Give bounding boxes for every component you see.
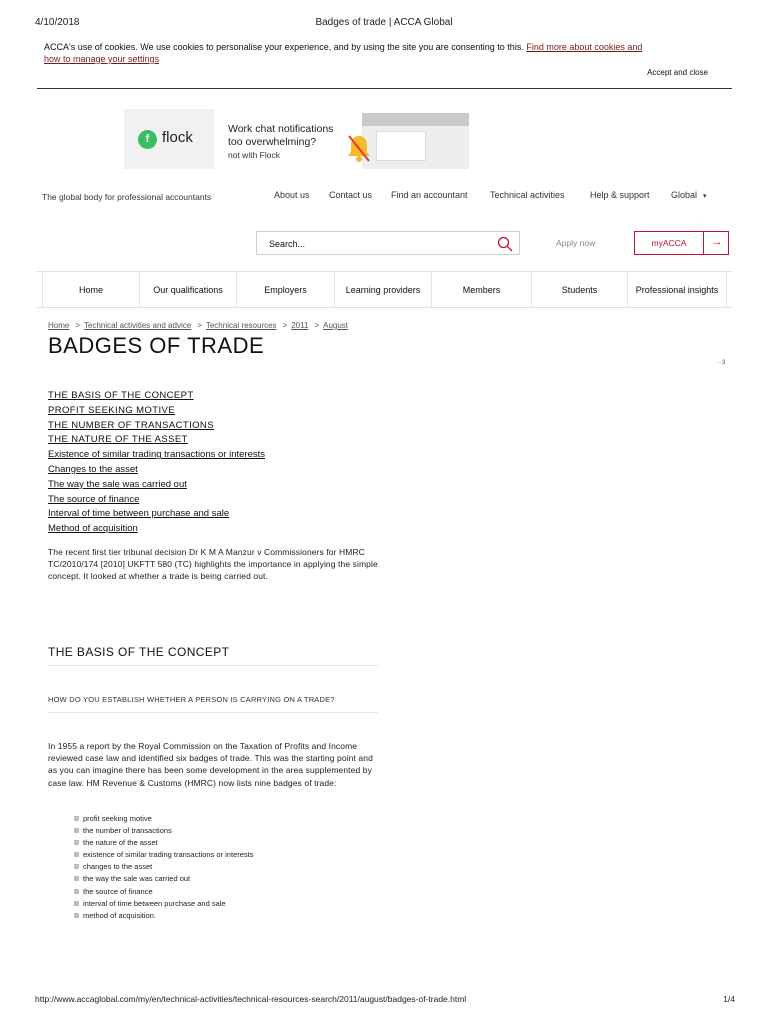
breadcrumb-year[interactable]: 2011 [291, 321, 309, 330]
badge-text: changes to the asset [83, 862, 153, 872]
print-date: 4/10/2018 [35, 17, 80, 28]
list-item [74, 825, 254, 837]
list-item [74, 898, 254, 910]
list-item [74, 849, 254, 861]
list-item [74, 886, 254, 898]
myacca-label[interactable]: myACCA [635, 232, 704, 254]
section-question: HOW DO YOU ESTABLISH WHETHER A PERSON IS CARRYING ON A TRADE? [48, 695, 335, 704]
breadcrumb-technical-resources[interactable]: Technical resources [205, 321, 277, 330]
badge-text: the nature of the asset [83, 838, 158, 848]
toc-link[interactable]: THE NATURE OF THE ASSET [48, 434, 188, 446]
question-divider [48, 712, 378, 713]
top-link-help[interactable]: Help & support [590, 190, 650, 200]
badge-text: interval of time between purchase and sale [83, 898, 226, 908]
bullet-square-icon [74, 889, 79, 894]
toc-link[interactable]: Changes to the asset [48, 463, 138, 475]
accept-cookies-button[interactable]: Accept and close [647, 68, 708, 77]
toc-link[interactable]: Existence of similar trading transactions or interests [48, 449, 266, 461]
intro-paragraph: The recent first tier tribunal decision Dr K M A Manzur v Commissioners for HMRC TC/2010/174 [2010] UKFTT 580 (TC) highlights the importance in applying the simple concept. It looked at whether a trade is being carried out. [48, 547, 378, 582]
ad-logo-panel [124, 109, 214, 169]
top-link-technical[interactable]: Technical activities [490, 190, 565, 200]
toc-link[interactable]: Interval of time between purchase and sale [48, 508, 230, 520]
toc-link[interactable]: THE NUMBER OF TRANSACTIONS [48, 419, 214, 431]
flock-logo-icon: f [138, 130, 157, 149]
section-body: In 1955 a report by the Royal Commission on the Taxation of Profits and Income reviewed case law and identified six badges of trade. This was the starting point and as you can imagine there has been some development in the area supplemented by case law. HM Revenue & Customs (HMRC) now lists nine badges of trade: [48, 741, 373, 788]
cookie-settings-link[interactable]: Find more about cookies and how to manage your settings [44, 42, 643, 64]
ad-subline: not with Flock [228, 150, 280, 160]
top-link-about[interactable]: About us [274, 190, 310, 200]
site-tagline: The global body for professional accountants [42, 192, 212, 202]
bullet-square-icon [74, 876, 79, 881]
mockup-card [376, 131, 426, 161]
nav-learning-providers[interactable]: Learning providers [334, 272, 431, 308]
section-heading: THE BASIS OF THE CONCEPT [48, 645, 230, 659]
nav-professional-insights[interactable]: Professional insights [627, 272, 727, 308]
bullet-square-icon [74, 864, 79, 869]
cookie-message: ACCA's use of cookies. We use cookies to personalise your experience, and by using the site you are consenting to this. [44, 42, 527, 52]
nav-home[interactable]: Home [42, 272, 139, 308]
page-number: 1/4 [723, 994, 735, 1004]
nav-students[interactable]: Students [531, 272, 627, 308]
badge-text: profit seeking motive [83, 814, 152, 823]
badge-text: the source of finance [83, 886, 153, 896]
breadcrumb-separator: > [314, 321, 320, 330]
breadcrumb-home[interactable]: Home [48, 321, 70, 330]
toc-link[interactable]: THE BASIS OF THE CONCEPT [48, 390, 194, 401]
breadcrumb-separator: > [282, 321, 288, 330]
bullet-square-icon [74, 913, 79, 918]
page-url: http://www.accaglobal.com/my/en/technical-activities/technical-resources-search/2011/august/badges-of-trade.html [35, 994, 467, 1004]
share-counter[interactable] [716, 360, 725, 366]
list-item [74, 813, 254, 825]
bullet-square-icon [74, 816, 79, 821]
arrow-right-icon[interactable]: → [711, 236, 723, 248]
print-footer [35, 994, 735, 1004]
badge-text: the way the sale was carried out [83, 874, 191, 884]
toc-link[interactable]: Method of acquisition [48, 523, 138, 535]
myacca-button[interactable] [634, 231, 729, 255]
share-dots-icon: ·· [716, 360, 722, 366]
badges-list [74, 813, 254, 922]
flock-logo-text: flock [162, 129, 193, 146]
bullet-square-icon [74, 828, 79, 833]
mockup-titlebar [362, 113, 469, 126]
section-divider [48, 665, 378, 666]
share-count: 3 [722, 360, 726, 366]
toc-link[interactable]: The source of finance [48, 493, 140, 505]
bullet-square-icon [74, 901, 79, 906]
top-link-global[interactable] [671, 190, 707, 200]
badge-text: the number of transactions [83, 826, 172, 836]
global-label: Global [671, 190, 698, 200]
list-item [74, 837, 254, 849]
badge-text: method of acquisition. [83, 910, 156, 920]
search-icon[interactable] [497, 236, 513, 252]
breadcrumb [48, 321, 348, 330]
cookie-banner-text [44, 41, 644, 65]
badge-text: existence of similar trading transactions or interests [83, 850, 254, 860]
table-of-contents [48, 389, 265, 537]
toc-link[interactable]: The way the sale was carried out [48, 478, 187, 490]
nav-qualifications[interactable]: Our qualifications [139, 272, 236, 308]
bullet-square-icon [74, 852, 79, 857]
breadcrumb-separator: > [75, 321, 81, 330]
chevron-down-icon: ▾ [703, 193, 707, 200]
list-item [74, 910, 254, 922]
ad-headline: Work chat notifications too overwhelming? [228, 123, 334, 148]
page-title: BADGES OF TRADE [48, 333, 265, 358]
nav-employers[interactable]: Employers [236, 272, 334, 308]
print-header [0, 17, 768, 31]
list-item [74, 873, 254, 885]
ad-app-mockup [362, 113, 469, 169]
list-item [74, 861, 254, 873]
breadcrumb-separator: > [197, 321, 202, 330]
nav-members[interactable]: Members [431, 272, 531, 308]
print-title: Badges of trade | ACCA Global [315, 17, 453, 28]
breadcrumb-month[interactable]: August [323, 321, 349, 330]
search-input[interactable]: Search... [269, 239, 306, 249]
apply-now-link[interactable]: Apply now [556, 238, 596, 248]
bell-slash-icon [346, 133, 372, 163]
main-navigation [37, 271, 732, 308]
breadcrumb-technical-activities[interactable]: Technical activities and advice [84, 321, 192, 330]
toc-link[interactable]: PROFIT SEEKING MOTIVE [48, 404, 175, 416]
search-box[interactable] [256, 231, 520, 255]
top-link-find-accountant[interactable]: Find an accountant [391, 190, 468, 200]
cookie-divider [37, 88, 732, 89]
flock-advert[interactable] [124, 109, 469, 169]
top-link-contact[interactable]: Contact us [329, 190, 373, 200]
bullet-square-icon [74, 840, 79, 845]
